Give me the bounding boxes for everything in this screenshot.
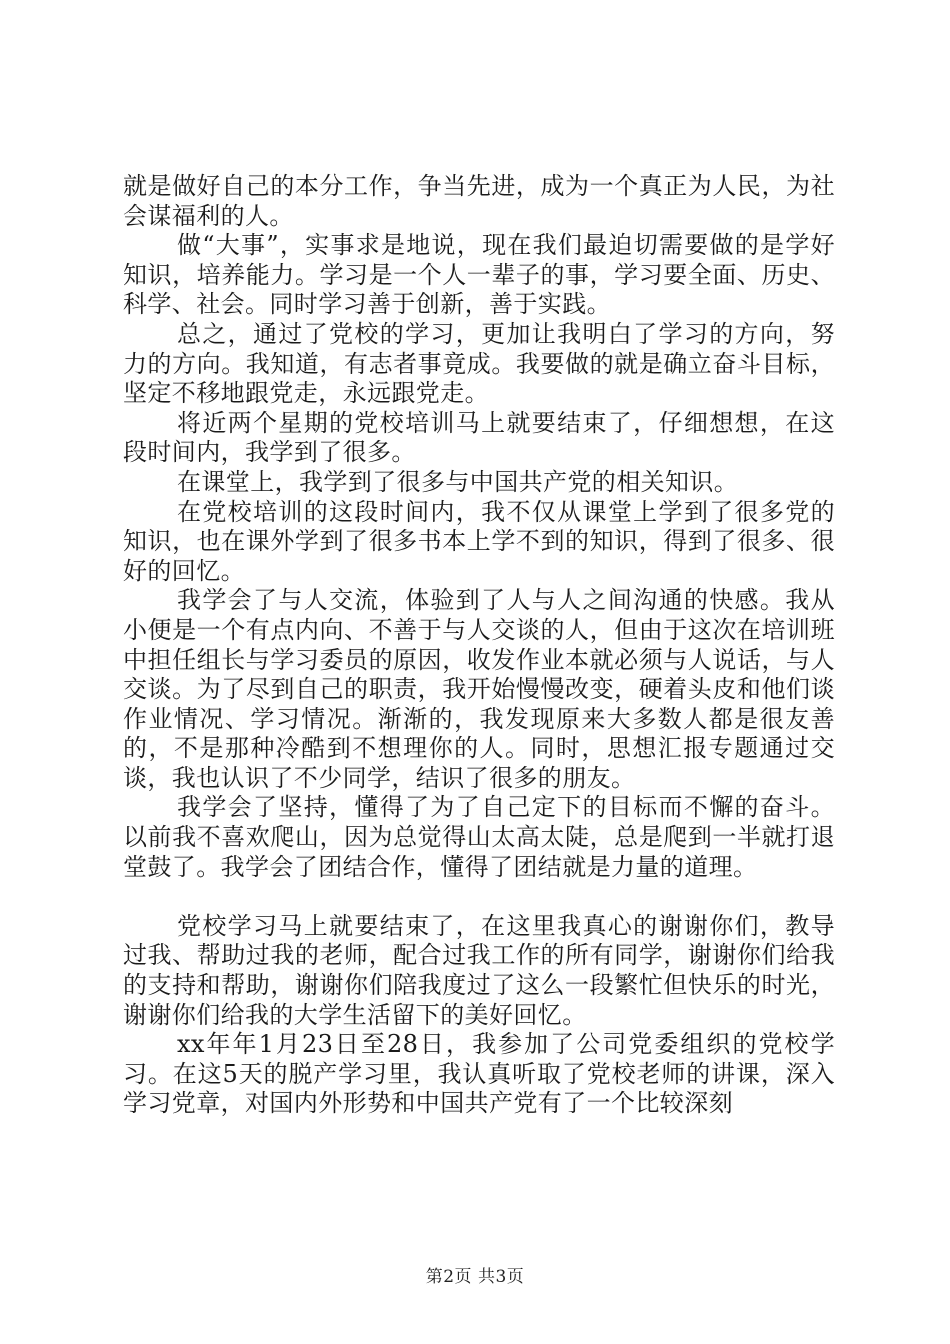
paragraph-gap (123, 882, 835, 912)
paragraph-6: 在党校培训的这段时间内，我不仅从课堂上学到了很多党的知识，也在课外学到了很多书本上学不到的知识，得到了很多、很好的回忆。 (123, 497, 835, 585)
paragraph-3: 总之，通过了党校的学习，更加让我明白了学习的方向，努力的方向。我知道，有志者事竟成。我要做的就是确立奋斗目标，坚定不移地跟党走，永远跟党走。 (123, 319, 835, 408)
page-number-footer: 第2页 共3页 (425, 1267, 525, 1287)
paragraph-2: 做“大事”，实事求是地说，现在我们最迫切需要做的是学好知识，培养能力。学习是一个人一辈子的事，学习要全面、历史、科学、社会。同时学习善于创新，善于实践。 (123, 231, 835, 319)
paragraph-4: 将近两个星期的党校培训马上就要结束了，仔细想想，在这段时间内，我学到了很多。 (123, 408, 835, 467)
paragraph-9: 党校学习马上就要结束了，在这里我真心的谢谢你们，教导过我、帮助过我的老师，配合过我工作的所有同学，谢谢你们给我的支持和帮助，谢谢你们陪我度过了这么一段繁忙但快乐的时光，谢谢你们给我的大学生活留下的美好回忆。 (123, 911, 835, 1029)
paragraph-10: xx年年1月23日至28日，我参加了公司党委组织的党校学习。在这5天的脱产学习里，我认真听取了党校老师的讲课，深入学习党章，对国内外形势和中国共产党有了一个比较深刻 (123, 1030, 835, 1118)
document-body (123, 172, 835, 1119)
paragraph-5: 在课堂上，我学到了很多与中国共产党的相关知识。 (177, 467, 739, 496)
paragraph-8: 我学会了坚持，懂得了为了自己定下的目标而不懈的奋斗。以前我不喜欢爬山，因为总觉得山太高太陡，总是爬到一半就打退堂鼓了。我学会了团结合作，懂得了团结就是力量的道理。 (123, 793, 835, 881)
paragraph-1: 就是做好自己的本分工作，争当先进，成为一个真正为人民，为社会谋福利的人。 (123, 172, 835, 230)
paragraph-7: 我学会了与人交流，体验到了人与人之间沟通的快感。我从小便是一个有点内向、不善于与人交谈的人，但由于这次在培训班中担任组长与学习委员的原因，收发作业本就必须与人说话，与人交谈。为了尽到自己的职责，我开始慢慢改变，硬着头皮和他们谈作业情况、学习情况。渐渐的，我发现原来大多数人都是很友善的，不是那种冷酷到不想理你的人。同时，思想汇报专题通过交谈，我也认识了不少同学，结识了很多的朋友。 (123, 586, 835, 792)
